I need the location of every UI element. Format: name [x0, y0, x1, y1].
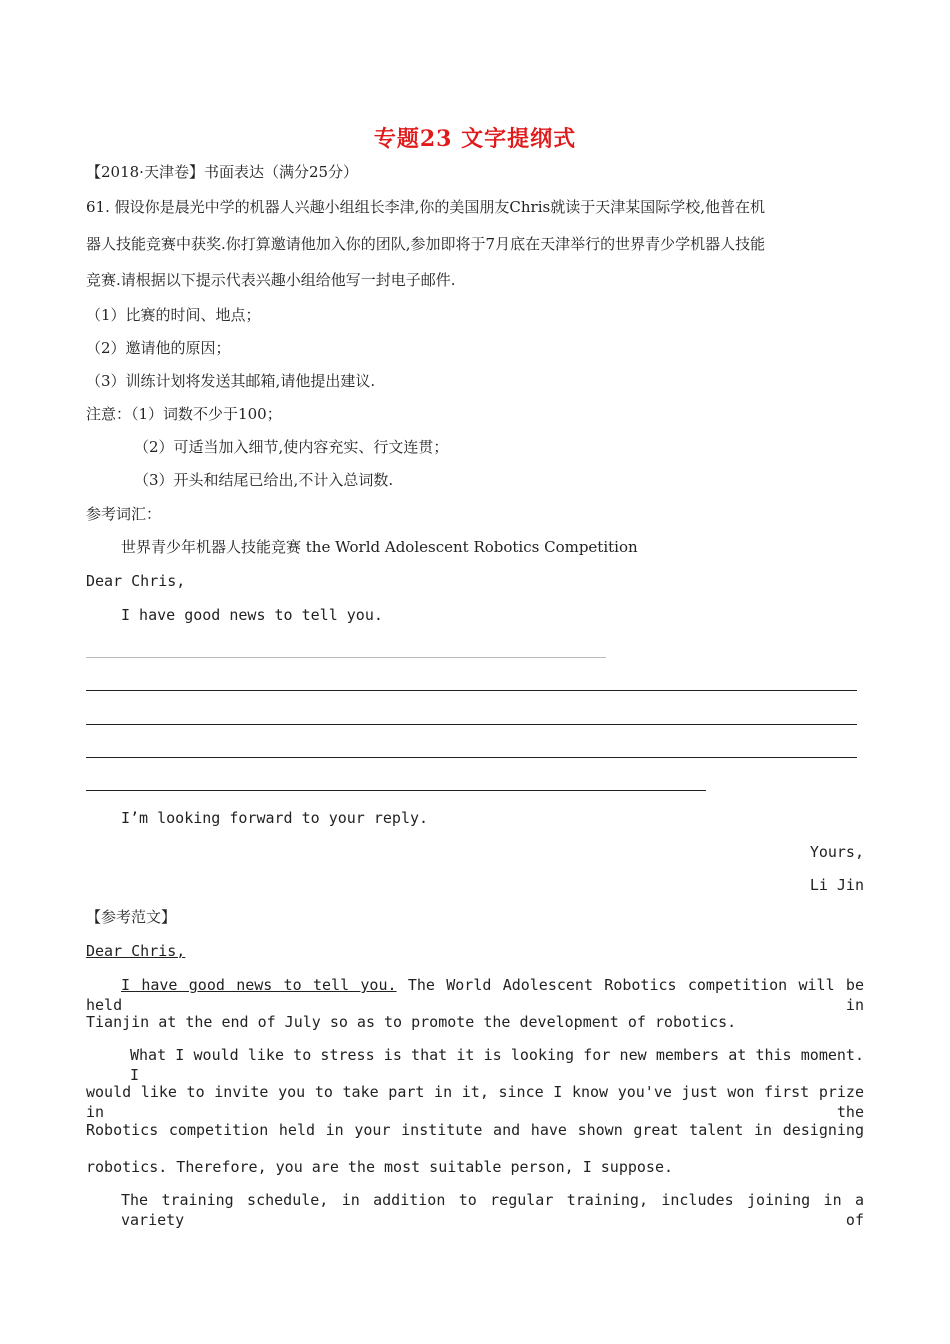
writing-line — [86, 690, 857, 691]
sample-label: 【参考范文】 — [86, 908, 177, 926]
source-label: 【2018·天津卷】书面表达（满分25分） — [86, 163, 359, 181]
sample-p3-line1: The training schedule, in addition to regular training, includes joining in a variety of — [121, 1191, 864, 1229]
question-line-3: 竞赛.请根据以下提示代表兴趣小组给他写一封电子邮件. — [86, 271, 456, 289]
point-1: （1）比赛的时间、地点； — [86, 306, 261, 324]
sample-p2-line4: robotics. Therefore, you are the most suitable person, I suppose. — [86, 1158, 673, 1176]
vocab-label: 参考词汇： — [86, 505, 162, 523]
writing-line — [86, 790, 706, 791]
sample-p1-line2: Tianjin at the end of July so as to promote the development of robotics. — [86, 1013, 737, 1031]
writing-line — [86, 724, 857, 725]
sample-p2-line1: What I would like to stress is that it is looking for new members at this moment. I — [130, 1046, 864, 1084]
letter-greeting: Dear Chris, — [86, 572, 186, 590]
writing-line — [86, 757, 857, 758]
letter-opening: I have good news to tell you. — [121, 606, 383, 624]
question-line-1: 61. 假设你是晨光中学的机器人兴趣小组组长李津,你的美国朋友Chris就读于天津某国际学校,他普在机 — [86, 198, 765, 216]
point-3: （3）训练计划将发送其邮箱,请他提出建议. — [86, 372, 376, 390]
sample-p2-line2: would like to invite you to take part in it, since I know you've just won first prize in the — [86, 1083, 864, 1121]
vocab-entry: 世界青少年机器人技能竞赛 the World Adolescent Robotics Competition — [121, 538, 638, 556]
letter-signoff: Yours, — [809, 843, 864, 861]
sample-greeting: Dear Chris, — [86, 942, 186, 960]
notice-line — [86, 404, 282, 424]
sample-p1-rest: The World Adolescent Robotics competition will be held in — [86, 976, 864, 1014]
question-line-2: 器人技能竞赛中获奖.你打算邀请他加入你的团队,参加即将于7月底在天津举行的世界青少学机器人技能 — [86, 235, 766, 253]
sample-p2-line3: Robotics competition held in your institute and have shown great talent in designing — [86, 1121, 864, 1139]
letter-closing: I’m looking forward to your reply. — [121, 809, 429, 827]
letter-name: Li Jin — [809, 876, 864, 894]
writing-line — [86, 657, 606, 658]
point-2: （2）邀请他的原因； — [86, 339, 231, 357]
sample-opening: I have good news to tell you. — [121, 976, 397, 994]
note-2: （2）可适当加入细节,使内容充实、行文连贯； — [134, 438, 449, 456]
notice-label: 注意： — [86, 405, 132, 423]
page-title: 专题23 文字提纲式 — [373, 126, 577, 152]
note-3: （3）开头和结尾已给出,不计入总词数. — [134, 471, 394, 489]
sample-p1-line1 — [86, 975, 864, 1015]
note-1: （1）词数不少于100； — [131, 405, 282, 423]
